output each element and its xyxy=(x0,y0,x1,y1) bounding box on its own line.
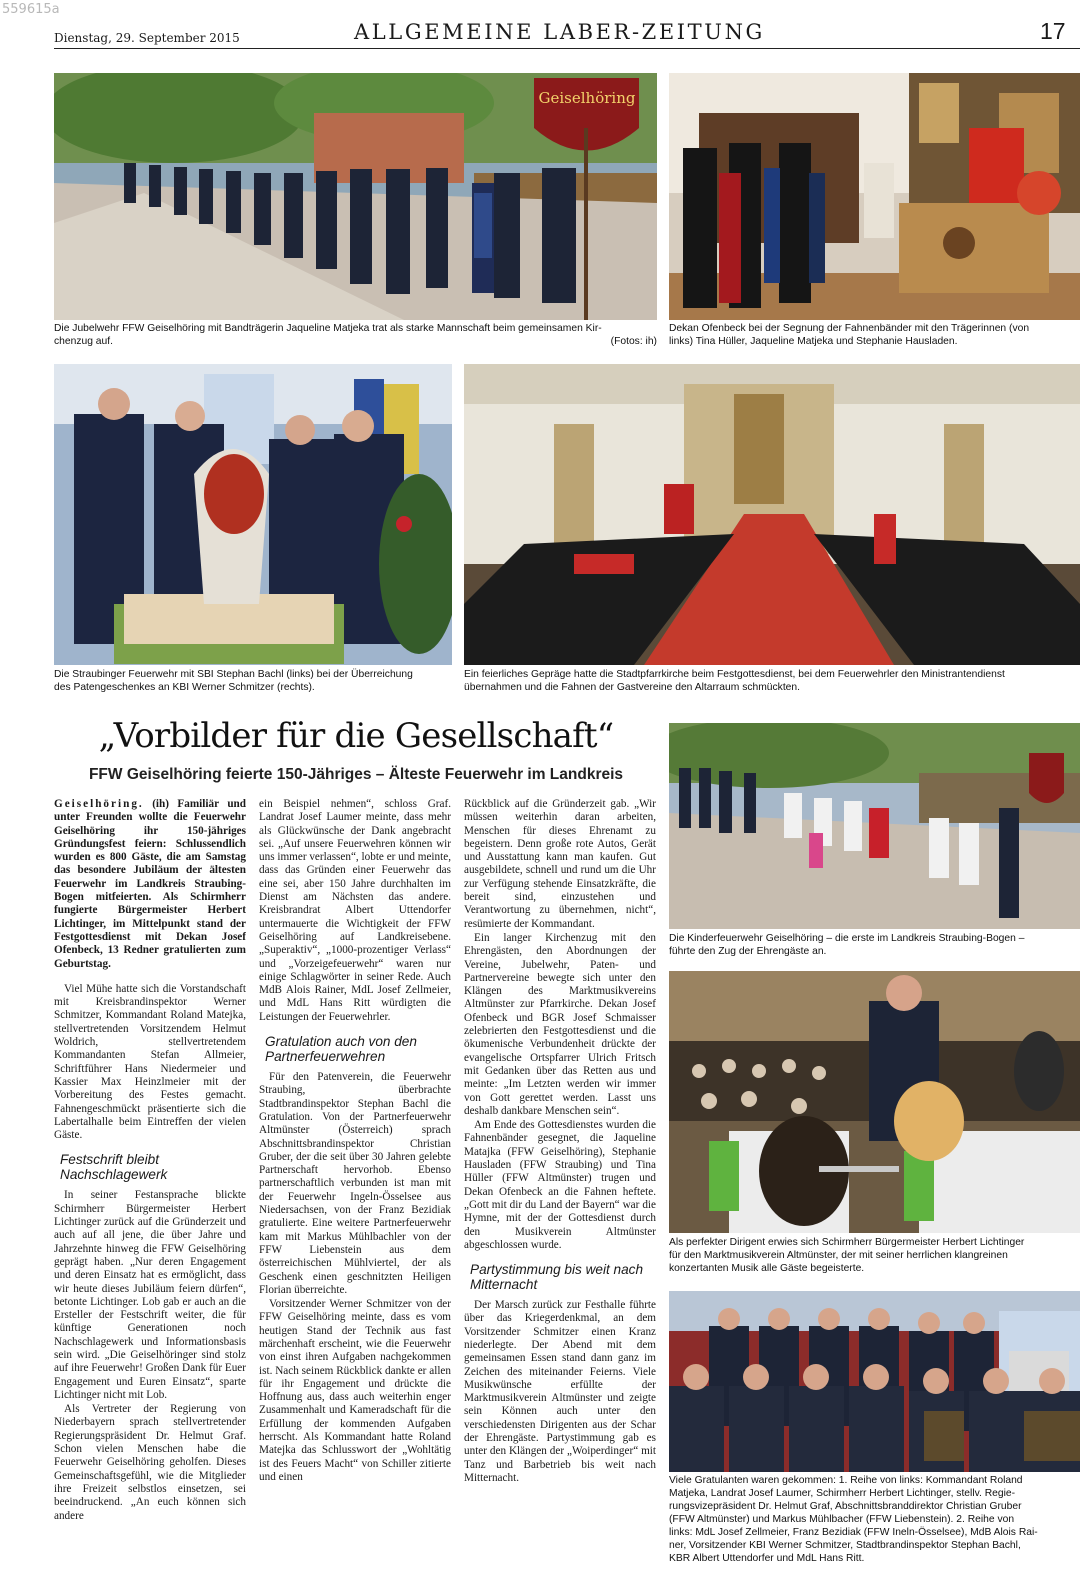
paragraph: Als Vertreter der Regierung von Niederbayern sprach stellvertretender Regierungspräsident Dr. Helmut Graf. Schon vielen Menschen habe die Feuerwehr Geiselhöring geholfen. Dieses Gemeinschaftsgefühl, wie die Mitglieder ihre Freizeit selbstlos einsetzen, sei beeindruckend. „An euch können sich andere xyxy=(54,1403,246,1522)
article-headline: „Vorbilder für die Gesellschaft“ xyxy=(98,716,614,756)
caption-conductor: Als perfekter Dirigent erwies sich Schirmherr Bürgermeister Herbert Lichtinger für den Marktmusikverein Altmünster, der mit seiner herrlichen klangreinen konzertanten Musik alle Gäste begeisterte. xyxy=(669,1237,1025,1274)
section-heading-partystimmung: Partystimmung bis weit nach Mitternacht xyxy=(470,1262,644,1293)
paragraph: Der Marsch zurück zur Festhalle führte über das Kriegerdenkmal, an dem Vorsitzender Schmitzer einen Kranz niederlegte. Der Abend mit dem gemeinsamen Essen stand dann ganz im Zeichen des miteinander Feierns. Viele Musikwünsche erfüllte der Marktmusikverein Altmünster und zeigte sein Können auch unter den verschiedensten Dirigenten aus der Schar der Ehrengäste. Partystimmung gab es unter den Klängen der „Woiperdinger“ mit Tanz und Barbetrieb bis weit nach Mitternacht. xyxy=(464,1299,656,1484)
paragraph: Ein langer Kirchenzug mit den Ehrengästen, den Abordnungen der Vereine, Jubelwehr, Paten- und Partnervereine bewegte sich unter den Klängen des Marktmusikvereins Altmünster zur Pfarrkirche. Dekan Josef Ofenbeck und BGR Josef Schmaisser zelebrierten den Festgottesdienst und die ökumenische Verbundenheit drückte der evangelische Ortspfarrer Ulrich Fritsch mit Gedanken über das Retten aus und meinte: „Im Letzten werden wir immer von Gott gerettet werden. Lasst uns deshalb dankbare Menschen sein“. xyxy=(464,931,656,1117)
caption-gift: Die Straubinger Feuerwehr mit SBI Stephan Bachl (links) bei der Überreichung des Patengeschenkes an KBI Werner Schmitzer (rechts). xyxy=(54,669,413,693)
caption-church: Ein feierliches Gepräge hatte die Stadtpfarrkirche beim Festgottesdienst, bei dem Feuerwehrler den Ministrantendienst übernahmen und die Fahnen der Gastvereine den Altarraum schmückten. xyxy=(464,669,1005,693)
banner-lettering: Geiselhöring xyxy=(538,89,636,107)
photo-gift xyxy=(54,364,452,665)
issue-date: Dienstag, 29. September 2015 xyxy=(54,31,240,45)
lead-paragraph: Geiselhöring. (ih) Familiär und unter Freunden wollte die Feuerwehr Geiselhöring ihr 150-jähriges Gründungsfest feiern: Schlussendlich wurden es 800 Gäste, die am Samstag das besondere Jubiläum der ältesten Feuerwehr im Landkreis Straubing-Bogen mitfeierten. Als Schirmherr fungierte Bürgermeister Herbert Lichtinger, im Mittelpunkt stand der Festgottesdienst mit Dekan Josef Ofenbeck, 13 Redner gratulierten zum Geburtstag. xyxy=(54,798,246,970)
caption-kids: Die Kinderfeuerwehr Geiselhöring – die erste im Landkreis Straubing-Bogen – führte den Zug der Ehrengäste an. xyxy=(669,933,1025,957)
newspaper-title: ALLGEMEINE LABER-ZEITUNG xyxy=(354,20,765,44)
photo-credit: (Fotos: ih) xyxy=(610,336,657,347)
article-column-2 xyxy=(259,798,451,1586)
paragraph: In seiner Festansprache blickte Schirmherr Bürgermeister Herbert Lichtinger zurück auf die Gründerzeit und auch auf all jene, die über Jahre und Jahrzehnte hinweg die FFW Geiselhöring geprägt haben. „Nur deren Engagement und deren Einsatz hat es ermöglicht, dass wir heute dieses Jubiläum feiern dürfen“, betonte Lichtinger. Lob gab er auch an die Ersteller der Festschrift weiter, die für künftige Generationen noch Nachschlagewerk und Informationsbasis sein wird. „Die Geiselhöringer sind stolz auf ihre Feuerwehr! Großen Dank für Euer Engagement und Euren Einsatz“, sparte Lichtinger nicht mit Lob. xyxy=(54,1189,246,1401)
photo-blessing xyxy=(669,73,1080,320)
section-heading-festschrift: Festschrift bleibt Nachschlagewerk xyxy=(60,1152,168,1183)
photo-guests xyxy=(669,1291,1080,1472)
paragraph: Viel Mühe hatte sich die Vorstandschaft mit Kreisbrandinspektor Werner Schmitzer, Kommandant Roland Matejka, stellvertretenden Vorsitzendem Helmut Woldrich, stellvertretendem Kommandanten Stefan Allmeier, Schriftführer Hans Niedermeier und Kassier Max Heinzlmeier mit der Vorbereitung des Festes gemacht. Fahnengeschmückt präsentierte sich die Labertalhalle beim Eintreffen der vielen Gäste. xyxy=(54,982,246,1142)
paragraph: Vorsitzender Werner Schmitzer von der FFW Geiselhöring meinte, dass es vom heutigen Stand der Technik aus fast märchenhaft erscheint, wie die Feuerwehr von einst ihren Aufgaben nachgekommen ist. Nach seinem Rückblick dankte er allen für ihr Engagement und drückte die Hoffnung aus, dass auch weiterhin enger Zusammenhalt und Kameradschaft für die Erfüllung der kommenden Aufgaben herrscht. Als Kommandant hatte Roland Matejka das Schlusswort der „Wohltätig ist des Feuers Macht“ von Schiller zitierte und einen xyxy=(259,1298,451,1483)
photo-parade xyxy=(54,73,657,320)
caption-parade: Die Jubelwehr FFW Geiselhöring mit Bandträgerin Jaqueline Matjeka trat als starke Mannschaft beim gemeinsamen Kir- chenzug auf. (Fotos: ih) xyxy=(54,323,657,347)
paragraph: ein Beispiel nehmen“, schloss Graf. Landrat Josef Laumer meinte, dass mehr als Glückwünsche der Dank angebracht sei. „Auf unsere Feuerwehren können wir uns immer verlassen“, lobte er und meinte, dass das Gründen einer Feuerwehr das eine sei, aber 150 Jahre durchhalten im Dienst am Nächsten das andere. Kreisbrandrat Albert Uttendorfer untermauerte die Wichtigkeit der FFW Geiselhöring auf Landkreisebene. „Superaktiv“, „1000-prozentiger Verlass“ und „Vorzeigefeuerwehr“ waren nur einige Schlagwörter in seiner Rede. Auch MdB Alois Rainer, MdL Josef Zellmeier, und MdL Hans Ritt würdigten die Leistungen der Feuerwehrler. xyxy=(259,798,451,1023)
photo-church xyxy=(464,364,1080,665)
dateline: Geiselhöring. xyxy=(54,798,144,810)
watermark-id: 559615a xyxy=(2,2,60,17)
article-column-1 xyxy=(54,798,246,1586)
paragraph: Für den Patenverein, die Feuerwehr Straubing, überbrachte Stadtbrandinspektor Stephan Bachl die Gratulation. Von der Partnerfeuerwehr Altmünster (Österreich) sprach Abschnittsbrandinspektor Christian Gruber, der die seit über 30 Jahren gelebte Partnerschaft hervorhob. Ebenso partnerschaftlich verbunden ist man mit der Feuerwehr Ingeln-Össelsee aus Niedersachsen, von der Franz Bezidiak gratulierte. Eine weitere Partnerfeuerwehr kam mit Markus Mühlbachler von der FFW Liebenstein aus dem österreichischen Mühlviertel, der als Geschenk einen geschnitzten Heiligen Florian überreichte. xyxy=(259,1071,451,1296)
section-heading-gratulation: Gratulation auch von den Partnerfeuerwehren xyxy=(265,1034,417,1065)
photo-conductor xyxy=(669,971,1080,1233)
article-subheadline: FFW Geiselhöring feierte 150-Jähriges – Älteste Feuerwehr im Landkreis xyxy=(88,766,624,783)
photo-kids xyxy=(669,723,1080,929)
paragraph: Rückblick auf die Gründerzeit gab. „Wir müssen weiterhin daran arbeiten, Menschen für dieses Ehrenamt zu begeistern. Denn große rote Autos, Gerät und Ausstattung kann man kaufen. Gut ausgebildete, schnell und rund um die Uhr zur Verfügung stehende Einsatzkräfte, die bereit sind, einzustehen und Verantwortung zu übernehmen, nicht“, resümierte der Kommandant. xyxy=(464,798,656,930)
page-number: 17 xyxy=(1040,18,1066,44)
header-rule xyxy=(54,48,1080,49)
caption-guests: Viele Gratulanten waren gekommen: 1. Reihe von links: Kommandant Roland Matjeka, Landrat Josef Laumer, Schirmherr Herbert Lichtinger, stellv. Regie- rungsvizepräsident Dr. Helmut Graf, Abschnittsbranddirektor Christian Gruber (FFW Altmünster) und Markus Mühlbacher (FFW Liebenstein). 2. Reihe von links: MdL Josef Zellmeier, Franz Bezidiak (FFW Ineln-Össelsee), MdB Alois Rai- ner, Vorsitzender KBI Werner Schmitzer, Stadtbrandinspektor Stephan Bachl, KBR Albert Uttendorfer und MdL Hans Ritt. xyxy=(669,1475,1038,1564)
caption-blessing: Dekan Ofenbeck bei der Segnung der Fahnenbänder mit den Trägerinnen (von links) Tina Hüller, Jaqueline Matjeka und Stephanie Hausladen. xyxy=(669,323,1030,347)
article-column-3 xyxy=(464,798,656,1586)
paragraph: Am Ende des Gottesdienstes wurden die Fahnenbänder gesegnet, die Jaqueline Matajka (FFW Geiselhöring), Stephanie Hausladen (FFW Straubing) und Tina Hüller (FFW Altmünster) trugen und Dekan Ofenbeck an die Fahnen heftete. „Gott mit dir du Land der Bayern“ war die Hymne, mit der der Gottesdienst durch den Musikverein Altmünster abgeschlossen wurde. xyxy=(464,1119,656,1251)
